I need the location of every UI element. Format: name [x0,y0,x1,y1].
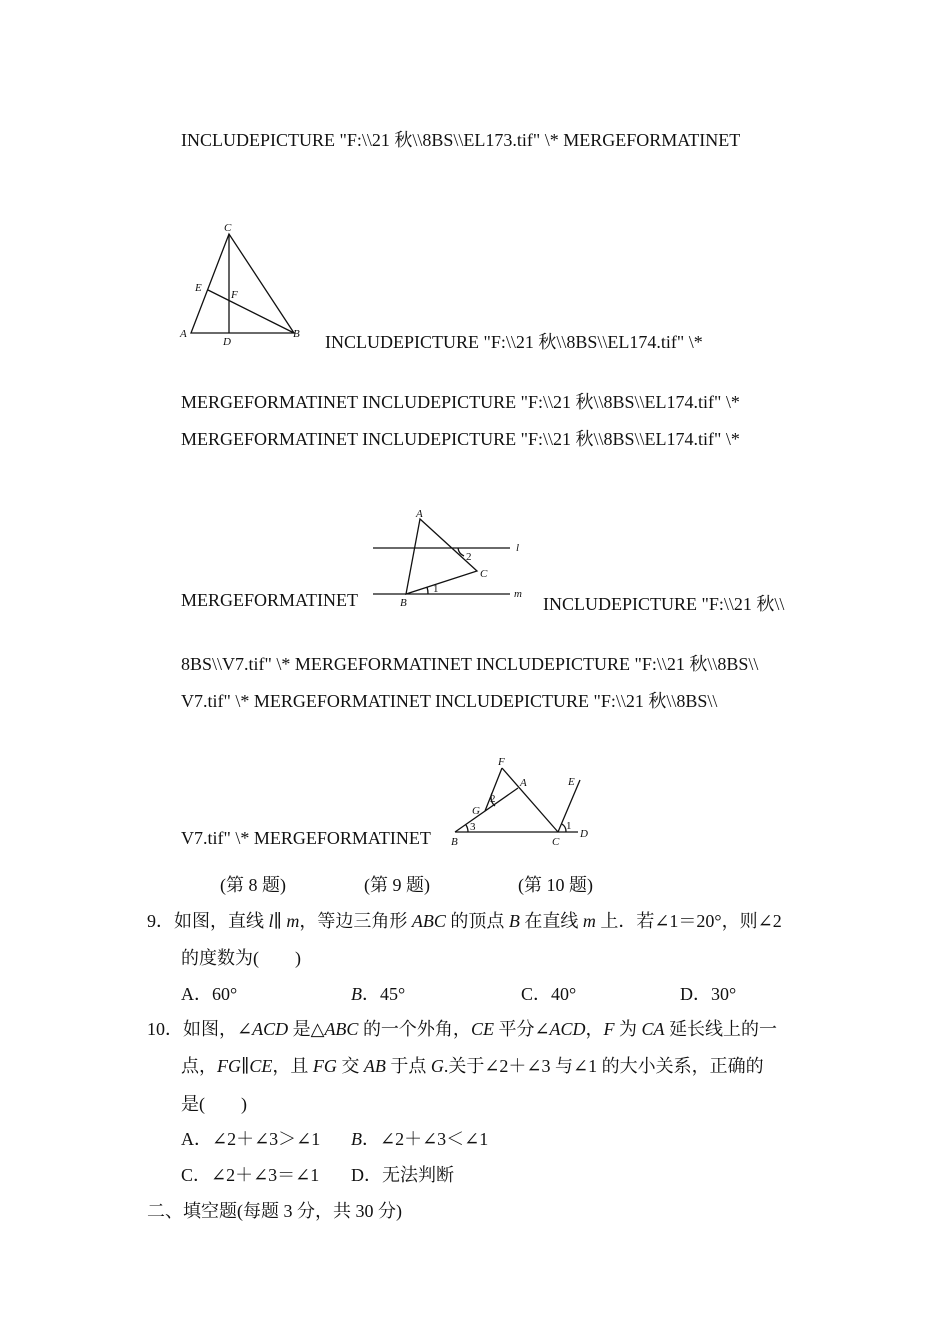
q9-triangle-abc: ABC [411,911,446,931]
caption-fig8: (第 8 题) [220,875,286,895]
include-line-7: V7.tif" \* MERGEFORMATINET INCLUDEPICTURE "F:\\21 秋\\8BS\\ [181,691,718,711]
fig10-label-d: D [580,828,588,840]
fig8-triangle [191,234,294,333]
q10-line-1: 10．如图，∠ACD 是△ABC 的一个外角，CE 平分∠ACD，F 为 CA 延长线上的一 [147,1019,778,1039]
fig9-label-b: B [400,597,407,609]
q9-line-2: 的度数为( ) [181,948,301,968]
q9-line-m: m [281,911,300,931]
q9-option-d: D．30° [680,984,737,1004]
include-line-1: INCLUDEPICTURE "F:\\21 秋\\8BS\\EL173.tif" \* MERGEFORMATINET [181,130,741,150]
fig10-angle-3 [466,825,468,832]
fig10-label-c: C [552,836,560,848]
include-line-8: V7.tif" \* MERGEFORMATINET [181,828,431,848]
fig8-label-d: D [223,336,231,348]
figure-10 [448,755,598,850]
include-line-6: 8BS\\V7.tif" \* MERGEFORMATINET INCLUDEPICTURE "F:\\21 秋\\8BS\\ [181,654,759,674]
q9-line-l: l [268,911,274,931]
fig9-label-1: 1 [433,583,439,595]
fig8-line-be [208,290,294,333]
fig10-label-e: E [568,776,575,788]
q9-line-m2: m [582,911,596,931]
fig9-angle-1 [427,587,428,594]
q10-option-c: C．∠2＋∠3＝∠1 [181,1165,320,1185]
fig9-label-a: A [416,508,423,520]
include-line-2: INCLUDEPICTURE "F:\\21 秋\\8BS\\EL174.tif" \* [325,332,703,352]
q9-text-3: 的顶点 [445,911,509,931]
fig10-label-3: 3 [470,821,476,833]
q9-option-a: A．60° [181,984,238,1004]
fig9-label-c: C [480,568,488,580]
q9-number: 9． [147,911,174,931]
q9-text-1: 如图，直线 [174,911,269,931]
fig8-label-f: F [231,289,238,301]
section-2-heading: 二、填空题(每题 3 分，共 30 分) [147,1201,402,1221]
q9-option-b: B．45° [351,984,406,1004]
q10-line-2: 点，FG∥CE，且 FG 交 AB 于点 G.关于∠2＋∠3 与∠1 的大小关系，正确的 [181,1056,764,1076]
fig9-label-m: m [514,588,522,600]
fig10-label-b: B [451,836,458,848]
q9-text-2: ，等边三角形 [299,911,412,931]
fig8-label-c: C [224,222,232,234]
q9-option-c: C．40° [521,984,577,1004]
figure-9 [370,505,535,610]
q9-parallel: ∥ [273,911,282,931]
include-line-4: MERGEFORMATINET INCLUDEPICTURE "F:\\21 秋\\8BS\\EL174.tif" \* [181,429,740,449]
fig8-label-e: E [195,282,202,294]
q10-line-3: 是( ) [181,1094,247,1114]
fig10-line-ba [455,788,518,832]
include-line-5a: MERGEFORMATINET [181,590,359,610]
caption-fig9: (第 9 题) [364,875,430,895]
q10-option-a: A．∠2＋∠3＞∠1 [181,1129,321,1149]
fig10-label-g: G [472,805,480,817]
q9-point-b: B [508,911,520,931]
q10-option-d: D．无法判断 [351,1165,454,1185]
fig9-label-l: l [516,542,520,554]
fig10-line-fc [502,768,558,832]
include-line-5b: INCLUDEPICTURE "F:\\21 秋\\ [543,594,785,614]
fig10-label-a: A [520,777,527,789]
fig8-label-a: A [180,328,187,340]
fig10-label-2: 2 [490,793,496,805]
q9-text-4: 在直线 [519,911,583,931]
fig9-label-2: 2 [466,551,472,563]
include-line-3: MERGEFORMATINET INCLUDEPICTURE "F:\\21 秋\\8BS\\EL174.tif" \* [181,392,740,412]
q9-text-5: 上．若∠1＝20°，则∠2 [595,911,782,931]
figure-8 [176,218,306,348]
q10-option-b: B．∠2＋∠3＜∠1 [351,1129,489,1149]
fig10-label-1: 1 [566,820,572,832]
fig10-label-f: F [498,756,505,768]
caption-fig10: (第 10 题) [518,875,593,895]
fig8-label-b: B [293,328,300,340]
q9-line-1 [147,907,782,933]
